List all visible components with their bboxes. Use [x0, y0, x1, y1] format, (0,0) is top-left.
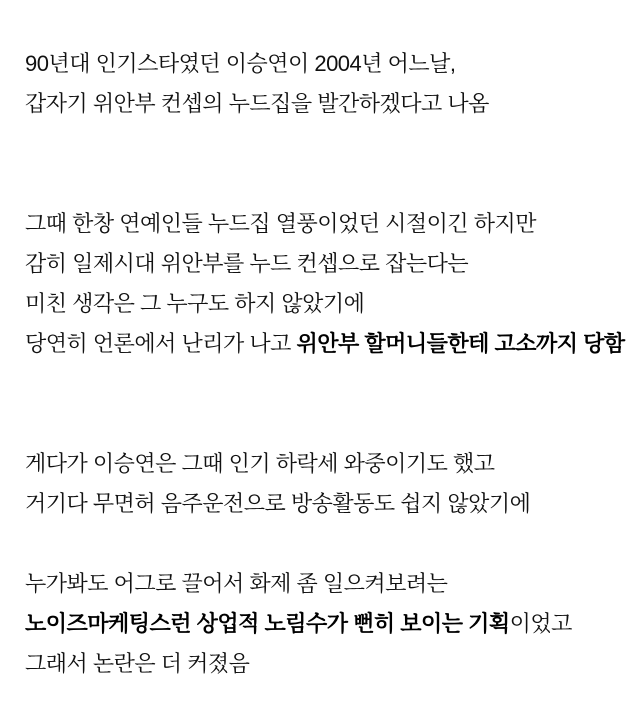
text-line: [25, 284, 620, 324]
paragraph-1: [25, 44, 620, 124]
text-line: [25, 204, 620, 244]
text-segment: 이었고: [509, 611, 572, 636]
paragraph-4: [25, 564, 620, 684]
text-segment: 누가봐도 어그로 끌어서 화제 좀 일으켜보려는: [25, 571, 448, 596]
text-segment: 당연히 언론에서 난리가 나고: [25, 331, 297, 356]
text-line: [25, 484, 620, 524]
text-line: [25, 244, 620, 284]
text-segment: 그때 한창 연예인들 누드집 열풍이었던 시절이긴 하지만: [25, 211, 536, 236]
text-line: [25, 644, 620, 684]
paragraph-2: [25, 204, 625, 364]
text-line: [25, 444, 620, 484]
text-line: [25, 84, 620, 124]
text-segment-bold: 위안부 할머니들한테 고소까지 당함: [296, 331, 625, 356]
text-segment: 그래서 논란은 더 커졌음: [25, 651, 250, 676]
paragraph-3: [25, 444, 620, 524]
text-segment: 90년대 인기스타였던 이승연이 2004년 어느날,: [25, 51, 456, 76]
text-line: [25, 604, 620, 644]
text-segment: 갑자기 위안부 컨셉의 누드집을 발간하겠다고 나옴: [25, 91, 489, 116]
text-line: [25, 564, 620, 604]
text-segment: 거기다 무면허 음주운전으로 방송활동도 쉽지 않았기에: [25, 491, 531, 516]
text-segment: 감히 일제시대 위안부를 누드 컨셉으로 잡는다는: [25, 251, 469, 276]
text-segment: 미친 생각은 그 누구도 하지 않았기에: [25, 291, 365, 316]
text-segment-bold: 노이즈마케팅스런 상업적 노림수가 뻔히 보이는 기획: [25, 611, 510, 636]
text-line: [25, 324, 625, 364]
text-line: [25, 44, 620, 84]
text-segment: 게다가 이승연은 그때 인기 하락세 와중이기도 했고: [25, 451, 495, 476]
